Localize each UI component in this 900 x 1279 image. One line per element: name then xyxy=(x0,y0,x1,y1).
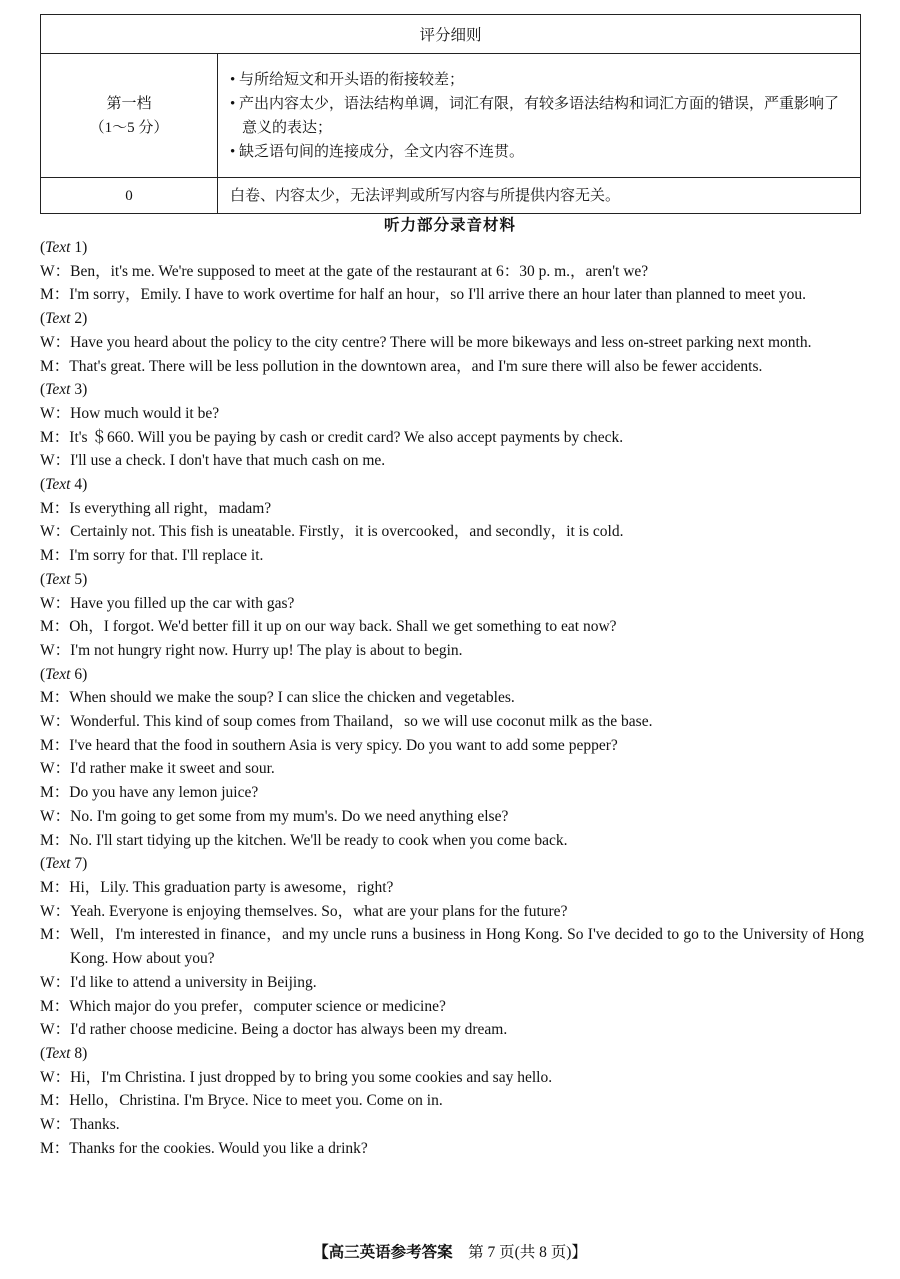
transcript xyxy=(40,236,864,1160)
rubric-level-cell: 0 xyxy=(41,178,218,214)
rubric-bullet: • 产出内容太少，语法结构单调，词汇有限，有较多语法结构和词汇方面的错误，严重影响了意义的表达； xyxy=(230,95,840,136)
dialogue-line: W：I'll use a check. I don't have that much cash on me. xyxy=(40,452,386,470)
text-heading: (Text 7) xyxy=(40,855,88,873)
text-label: Text xyxy=(45,239,71,256)
rubric-header-row xyxy=(41,15,861,54)
dialogue-line: W：I'd rather make it sweet and sour. xyxy=(40,760,275,778)
text-heading: (Text 8) xyxy=(40,1044,88,1062)
dialogue-line: W：I'm not hungry right now. Hurry up! The play is about to begin. xyxy=(40,641,463,659)
text-label: Text xyxy=(45,855,71,873)
rubric-level-cell xyxy=(41,54,218,178)
dialogue-line: M：Well，I'm interested in finance，and my uncle runs a business in Hong Kong. So I've decided to go to the University of Hong Kong. How about you? xyxy=(40,926,864,968)
text-heading: (Text 1) xyxy=(40,239,88,256)
text-number: 5) xyxy=(70,570,88,588)
dialogue-line: W：Ben，it's me. We're supposed to meet at the gate of the restaurant at 6：30 p. m.，aren't we? xyxy=(40,262,649,280)
dialogue-line: M：Thanks for the cookies. Would you like a drink? xyxy=(40,1139,368,1157)
rubric-table xyxy=(40,14,861,214)
footer-page-number: 第 7 页(共 8 页)】 xyxy=(452,1244,587,1261)
dialogue-line: M：I'm sorry，Emily. I have to work overtime for half an hour，so I'll arrive there an hour later than planned to meet you. xyxy=(40,286,807,304)
rubric-bullet: • 与所给短文和开头语的衔接较差； xyxy=(230,71,465,88)
rubric-desc-cell xyxy=(218,54,861,178)
dialogue-line: M：Do you have any lemon juice? xyxy=(40,784,259,802)
dialogue-line: M：It's ＄660. Will you be paying by cash or credit card? We also accept payments by check. xyxy=(40,428,624,446)
footer-title: 【高三英语参考答案 xyxy=(313,1244,453,1261)
text-number: 6) xyxy=(70,665,88,683)
text-label: Text xyxy=(45,476,71,494)
dialogue-line: W：Hi，I'm Christina. I just dropped by to bring you some cookies and say hello. xyxy=(40,1068,553,1086)
section-title: 听力部分录音材料 xyxy=(383,217,516,234)
dialogue-line: W：I'd like to attend a university in Beijing. xyxy=(40,973,317,991)
text-number: 8) xyxy=(70,1044,88,1062)
dialogue-line: M：Hi，Lily. This graduation party is awesome，right? xyxy=(40,878,394,896)
dialogue-line: W：I'd rather choose medicine. Being a doctor has always been my dream. xyxy=(40,1021,508,1039)
page-footer xyxy=(0,1240,900,1262)
text-label: Text xyxy=(45,310,71,328)
text-heading: (Text 2) xyxy=(40,310,88,328)
text-number: 3) xyxy=(70,381,88,399)
rubric-header: 评分细则 xyxy=(41,15,861,54)
text-number: 7) xyxy=(70,855,88,873)
dialogue-line: M：I'm sorry for that. I'll replace it. xyxy=(40,547,264,565)
dialogue-line: M：That's great. There will be less pollution in the downtown area，and I'm sure there will also be fewer accidents. xyxy=(40,357,763,375)
dialogue-line: M：Oh，I forgot. We'd better fill it up on our way back. Shall we get something to eat now? xyxy=(40,618,617,636)
text-heading: (Text 5) xyxy=(40,570,88,588)
text-heading: (Text 6) xyxy=(40,665,88,683)
dialogue-line: M：Is everything all right，madam? xyxy=(40,499,272,517)
dialogue-line: W：How much would it be? xyxy=(40,404,220,422)
dialogue-line: W：Yeah. Everyone is enjoying themselves. So，what are your plans for the future? xyxy=(40,902,568,920)
text-label: Text xyxy=(45,665,71,683)
text-heading: (Text 3) xyxy=(40,381,88,399)
dialogue-line: W：Wonderful. This kind of soup comes from Thailand，so we will use coconut milk as the base. xyxy=(40,713,653,731)
text-number: 2) xyxy=(70,310,88,328)
rubric-level-name: 第一档 xyxy=(106,95,152,112)
rubric-desc-cell: 白卷、内容太少，无法评判或所写内容与所提供内容无关。 xyxy=(218,178,861,214)
dialogue-line: M：When should we make the soup? I can slice the chicken and vegetables. xyxy=(40,689,515,707)
dialogue-line: M：I've heard that the food in southern Asia is very spicy. Do you want to add some pepper? xyxy=(40,736,618,754)
text-label: Text xyxy=(45,570,71,588)
rubric-bullet: • 缺乏语句间的连接成分，全文内容不连贯。 xyxy=(230,143,525,160)
rubric-level-range: （1～5 分） xyxy=(89,119,169,136)
text-number: 4) xyxy=(70,476,88,494)
rubric-row-level-1 xyxy=(41,54,861,178)
text-heading: (Text 4) xyxy=(40,476,88,494)
rubric-row-level-0 xyxy=(41,178,861,214)
dialogue-line: W：No. I'm going to get some from my mum's. Do we need anything else? xyxy=(40,807,509,825)
dialogue-line: W：Have you heard about the policy to the city centre? There will be more bikeways and less on-street parking next month. xyxy=(40,333,812,351)
dialogue-line: W：Have you filled up the car with gas? xyxy=(40,594,295,612)
dialogue-line: M：Hello，Christina. I'm Bryce. Nice to meet you. Come on in. xyxy=(40,1092,443,1110)
text-label: Text xyxy=(45,1044,71,1062)
dialogue-line: W：Certainly not. This fish is uneatable. Firstly，it is overcooked，and secondly，it is cold. xyxy=(40,523,624,541)
dialogue-line: M：Which major do you prefer，computer science or medicine? xyxy=(40,997,446,1015)
dialogue-line: W：Thanks. xyxy=(40,1116,120,1134)
dialogue-line: M：No. I'll start tidying up the kitchen. We'll be ready to cook when you come back. xyxy=(40,831,568,849)
text-label: Text xyxy=(45,381,71,399)
text-number: 1) xyxy=(70,239,88,256)
